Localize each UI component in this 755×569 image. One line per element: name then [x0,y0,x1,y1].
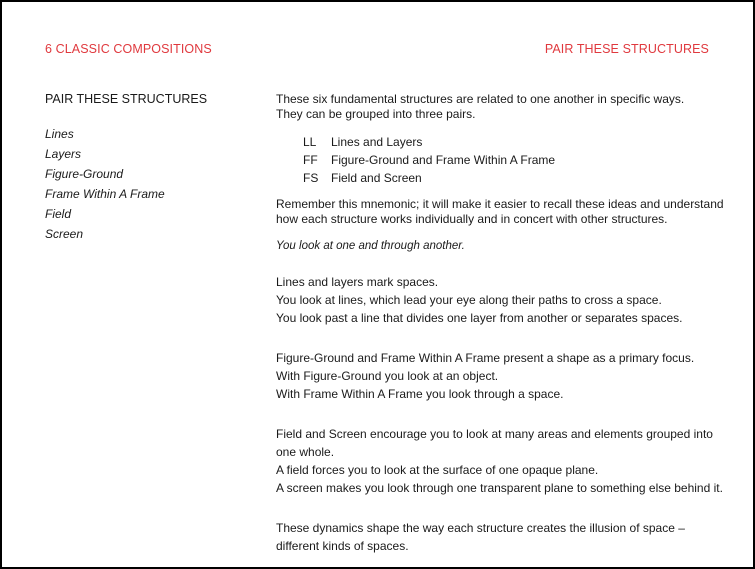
body-line: With Frame Within A Frame you look through a space. [276,387,564,401]
structure-item-layers: Layers [45,147,82,161]
sidebar [45,92,245,244]
header-chapter-title: 6 CLASSIC COMPOSITIONS [45,42,212,56]
mnemonic-line-1: Remember this mnemonic; it will make it easier to recall these ideas and understand [276,197,724,211]
structure-item-figure-ground: Figure-Ground [45,167,124,181]
body-line: With Figure-Ground you look at an object. [276,369,499,383]
mnemonic-line-2: how each structure works individually and in concert with other structures. [276,212,668,226]
intro-line-1: These six fundamental structures are related to one another in specific ways. [276,92,685,106]
pair-item [303,169,726,187]
pair-code: FF [303,153,318,167]
pair-item [303,133,726,151]
pair-item [303,151,726,169]
mnemonic-quote: You look at one and through another. [276,240,465,252]
body-line: These dynamics shape the way each structure creates the illusion of space – [276,521,685,535]
sidebar-title: PAIR THESE STRUCTURES [45,92,208,106]
body-line: A field forces you to look at the surface of one opaque plane. [276,463,599,477]
body-line: Figure-Ground and Frame Within A Frame present a shape as a primary focus. [276,351,695,365]
structure-item-lines: Lines [45,127,74,141]
main-content [276,92,726,555]
body-line: Lines and layers mark spaces. [276,275,439,289]
body-line: A screen makes you look through one transparent plane to something else behind it. [276,481,723,495]
structure-item-field: Field [45,207,72,221]
pair-label: Lines and Layers [331,135,423,149]
paragraph-dynamics [276,519,726,555]
pair-label: Field and Screen [331,171,422,185]
mnemonic-paragraph [276,197,726,227]
paragraph-lines-layers [276,273,726,327]
pair-code: LL [303,135,317,149]
intro-line-2: They can be grouped into three pairs. [276,107,476,121]
pair-code: FS [303,171,319,185]
body-line: You look at lines, which lead your eye along their paths to cross a space. [276,293,662,307]
body-line: You look past a line that divides one layer from another or separates spaces. [276,311,683,325]
header-section-title: PAIR THESE STRUCTURES [544,42,709,56]
paragraph-field-screen [276,425,726,497]
structure-item-frame-within-a-frame: Frame Within A Frame [45,187,165,201]
pair-label: Figure-Ground and Frame Within A Frame [331,153,556,167]
body-line: Field and Screen encourage you to look at many areas and elements grouped into one whole. [276,427,713,459]
body-line: different kinds of spaces. [276,539,409,553]
structure-item-screen: Screen [45,227,84,241]
structure-list [45,124,245,244]
pairs-list [303,133,726,187]
paragraph-figure-frame [276,349,726,403]
